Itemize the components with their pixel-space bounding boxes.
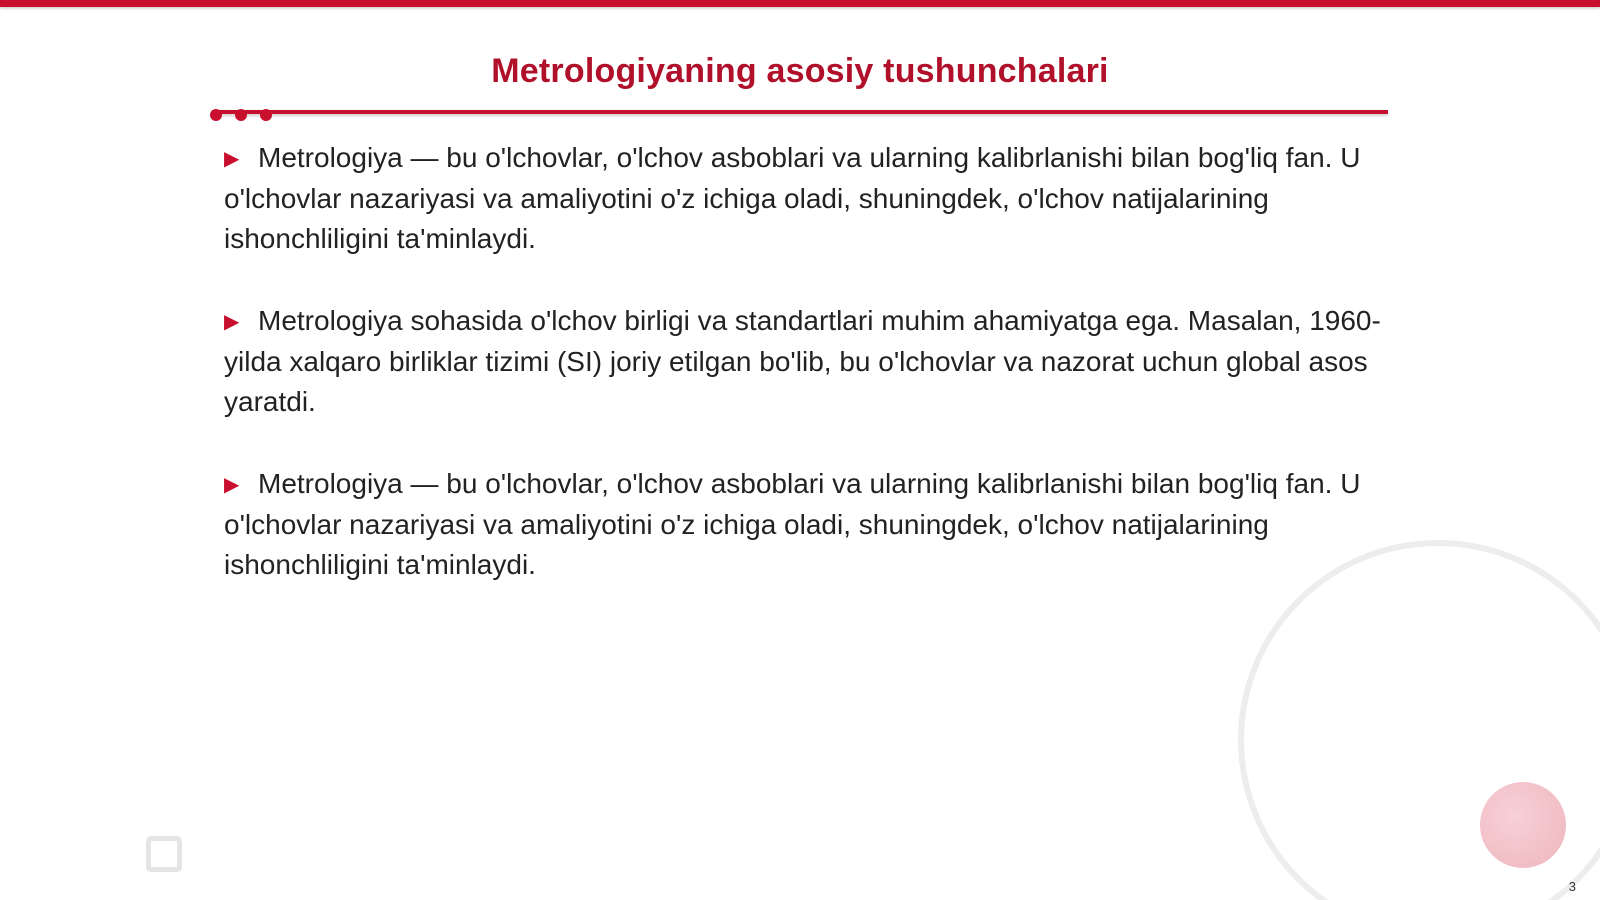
decorative-square [146,836,182,872]
bullet-item [224,464,1384,585]
title-underline [212,110,1388,114]
triangle-right-icon: ▶ [224,311,240,333]
decorative-pink-circle [1480,782,1566,868]
page-number: 3 [1568,879,1576,894]
underline-dot [260,109,272,121]
triangle-right-icon: ▶ [224,148,240,170]
bullet-text: Metrologiya — bu o'lchovlar, o'lchov asboblari va ularning kalibrlanishi bilan bog'liq fan. U o'lchovlar nazariyasi va amaliyotini o'z ichiga oladi, shuningdek, o'lchov natijalarining ishonchliligini ta'minlaydi. [224,468,1361,580]
bullet-list [224,138,1384,627]
bullet-text: Metrologiya sohasida o'lchov birligi va standartlari muhim ahamiyatga ega. Masalan, 1960-yilda xalqaro birliklar tizimi (SI) joriy etilgan bo'lib, bu o'lchovlar va nazorat uchun global asos yaratdi. [224,305,1381,417]
bullet-text: Metrologiya — bu o'lchovlar, o'lchov asboblari va ularning kalibrlanishi bilan bog'liq fan. U o'lchovlar nazariyasi va amaliyotini o'z ichiga oladi, shuningdek, o'lchov natijalarining ishonchliligini ta'minlaydi. [224,142,1361,254]
slide-title: Metrologiyaning asosiy tushunchalari [491,52,1109,90]
bullet-item [224,301,1384,422]
underline-dot [210,109,222,121]
triangle-right-icon: ▶ [224,474,240,496]
bullet-item [224,138,1384,259]
top-accent-bar [0,0,1600,7]
underline-dot [235,109,247,121]
